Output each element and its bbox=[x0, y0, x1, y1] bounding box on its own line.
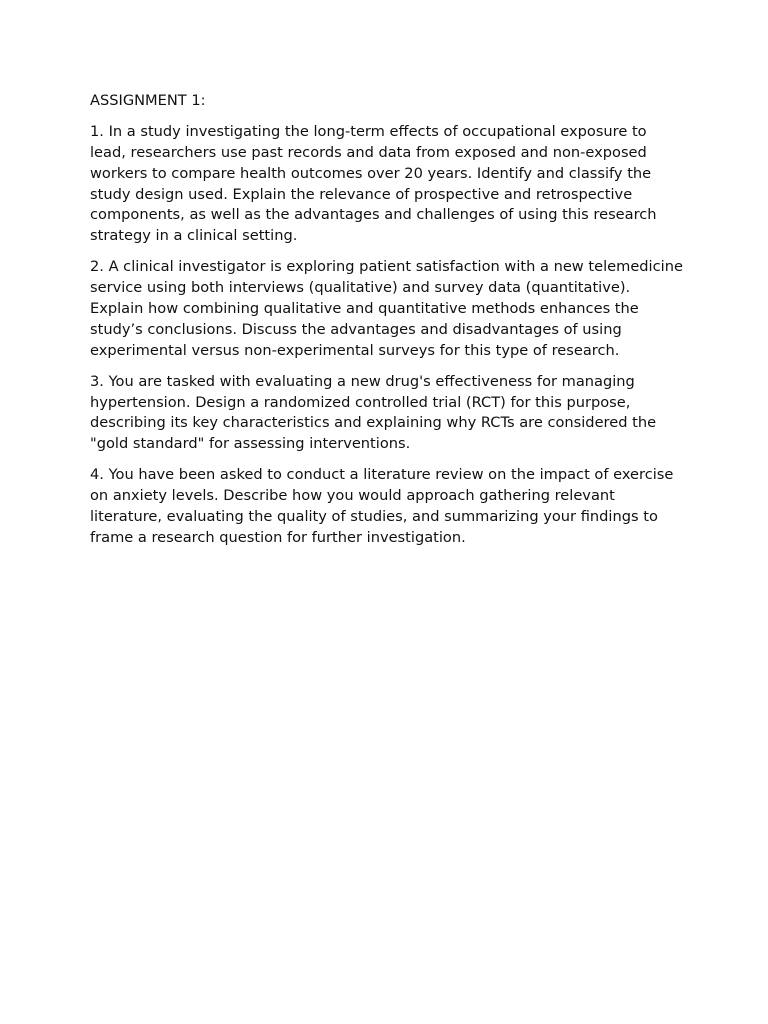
question-2: 2. A clinical investigator is exploring patient satisfaction with a new telemedicine service using both interviews (qualitative) and survey data (quantitative). Explain how combining qualitative and quantitative methods enhances the study’s conclusions. Discuss the advantages and disadvantages of using experimental versus non-experimental surveys for this type of research. bbox=[90, 258, 683, 359]
assignment-heading: ASSIGNMENT 1: bbox=[90, 92, 206, 109]
document-body bbox=[90, 91, 686, 559]
question-4: 4. You have been asked to conduct a literature review on the impact of exercise on anxiety levels. Describe how you would approach gathering relevant literature, evaluating the quality of studies, and summarizing your findings to frame a research question for further investigation. bbox=[90, 466, 674, 546]
question-3: 3. You are tasked with evaluating a new drug's effectiveness for managing hypertension. Design a randomized controlled trial (RCT) for this purpose, describing its key characteristics and explaining why RCTs are considered the "gold standard" for assessing interventions. bbox=[90, 372, 657, 453]
question-1: 1. In a study investigating the long-term effects of occupational exposure to lead, researchers use past records and data from exposed and non-exposed workers to compare health outcomes over 20 years. Identify and classify the study design used. Explain the relevance of prospective and retrospective components, as well as the advantages and challenges of using this research strategy in a clinical setting. bbox=[90, 123, 657, 245]
